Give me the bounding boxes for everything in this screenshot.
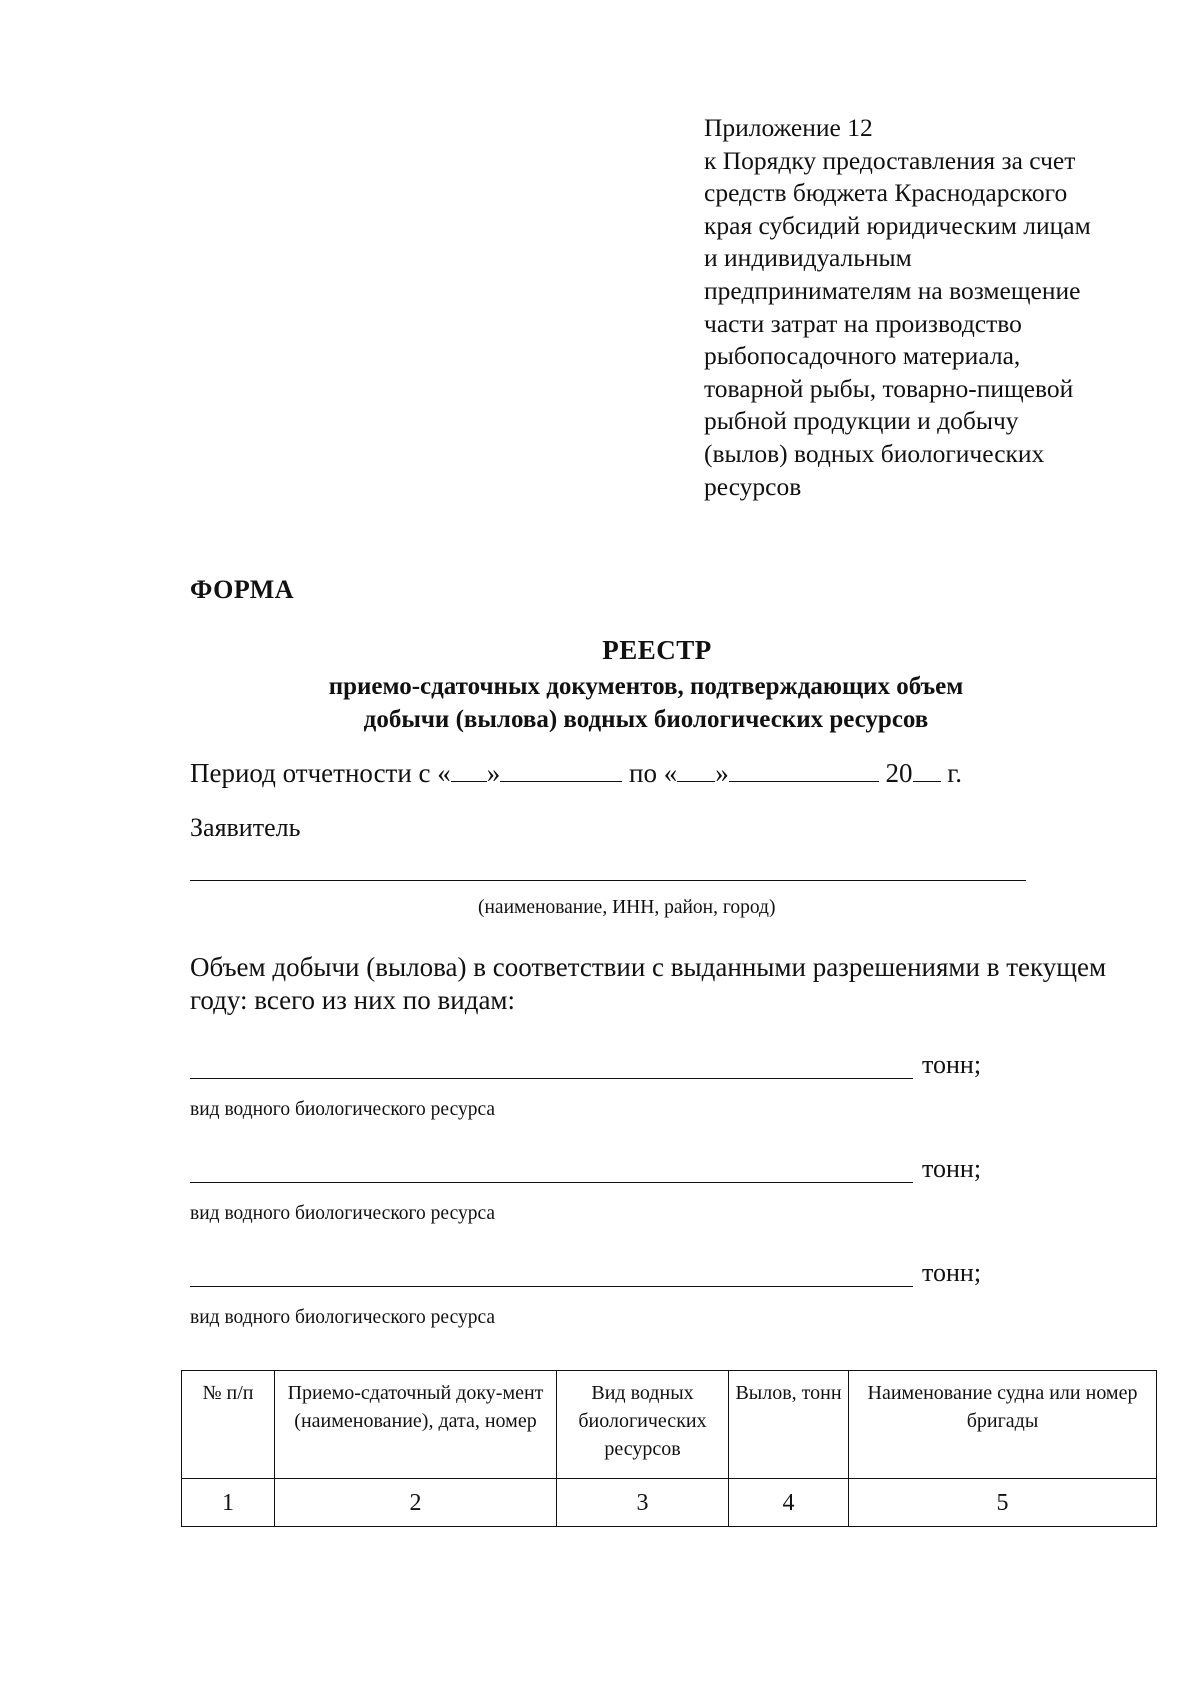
period-label: Период отчетности с « bbox=[190, 758, 451, 788]
period-year-prefix: 20 bbox=[885, 758, 913, 788]
appendix-line: к Порядку предоставления за счет bbox=[704, 145, 1076, 175]
table-cell: 1 bbox=[182, 1479, 275, 1527]
period-from-month-field[interactable] bbox=[500, 759, 622, 782]
appendix-line: Приложение 12 bbox=[704, 113, 873, 142]
reporting-period bbox=[190, 758, 962, 789]
tonn-unit: тонн; bbox=[922, 1258, 982, 1287]
period-to-label: по « bbox=[629, 758, 678, 788]
table-row bbox=[182, 1479, 1157, 1527]
table-cell: 4 bbox=[729, 1479, 849, 1527]
species-caption: вид водного биологического ресурса bbox=[190, 1099, 496, 1120]
period-from-day-field[interactable] bbox=[451, 759, 487, 782]
appendix-line: рыбопосадочного материала, bbox=[704, 341, 1021, 371]
species-volume-field[interactable] bbox=[190, 1078, 913, 1079]
table-cell: 3 bbox=[557, 1479, 729, 1527]
appendix-block bbox=[704, 112, 1154, 503]
tonn-unit: тонн; bbox=[922, 1050, 982, 1079]
table-cell: 5 bbox=[849, 1479, 1157, 1527]
applicant-caption: (наименование, ИНН, район, город) bbox=[478, 897, 776, 918]
species-volume-field[interactable] bbox=[190, 1286, 913, 1287]
form-label: ФОРМА bbox=[190, 575, 295, 604]
period-year-field[interactable] bbox=[913, 759, 941, 782]
period-year-suffix: г. bbox=[947, 758, 963, 788]
species-caption: вид водного биологического ресурса bbox=[190, 1203, 496, 1224]
table-header-row bbox=[182, 1371, 1157, 1479]
document-title: РЕЕСТР bbox=[602, 635, 712, 665]
appendix-line: части затрат на производство bbox=[704, 308, 1022, 338]
period-quote: » bbox=[486, 758, 501, 788]
appendix-line: рыбной продукции и добычу bbox=[704, 406, 1019, 436]
document-subtitle-line-2: добычи (вылова) водных биологических ресурсов bbox=[363, 706, 929, 733]
applicant-label: Заявитель bbox=[190, 813, 301, 842]
volume-text: Объем добычи (вылова) в соответствии с выданными разрешениями в текущем году: всего из них по видам: bbox=[190, 952, 1107, 1015]
column-header-number: № п/п bbox=[182, 1371, 275, 1479]
column-header-document: Приемо-сдаточный доку-мент (наименование), дата, номер bbox=[275, 1371, 557, 1479]
appendix-line: и индивидуальным bbox=[704, 243, 912, 273]
column-header-species: Вид водных биологических ресурсов bbox=[557, 1371, 729, 1479]
appendix-line: края субсидий юридическим лицам bbox=[704, 210, 1091, 240]
species-volume-field[interactable] bbox=[190, 1182, 913, 1183]
appendix-line: предпринимателям на возмещение bbox=[704, 275, 1081, 305]
appendix-line: ресурсов bbox=[704, 471, 802, 501]
period-quote: » bbox=[715, 758, 729, 788]
tonn-unit: тонн; bbox=[922, 1154, 982, 1183]
period-to-day-field[interactable] bbox=[677, 759, 715, 782]
appendix-line: средств бюджета Краснодарского bbox=[704, 178, 1068, 208]
appendix-line: (вылов) водных биологических bbox=[704, 438, 1045, 468]
document-subtitle-line-1: приемо-сдаточных документов, подтверждающих объем bbox=[328, 673, 964, 700]
appendix-line: товарной рыбы, товарно-пищевой bbox=[704, 373, 1074, 403]
column-header-vessel: Наименование судна или номер бригады bbox=[849, 1371, 1157, 1479]
applicant-field[interactable] bbox=[190, 880, 1026, 881]
registry-table bbox=[181, 1370, 1157, 1527]
period-to-month-field[interactable] bbox=[729, 759, 879, 782]
column-header-catch: Вылов, тонн bbox=[729, 1371, 849, 1479]
species-caption: вид водного биологического ресурса bbox=[190, 1307, 496, 1328]
table-cell: 2 bbox=[275, 1479, 557, 1527]
